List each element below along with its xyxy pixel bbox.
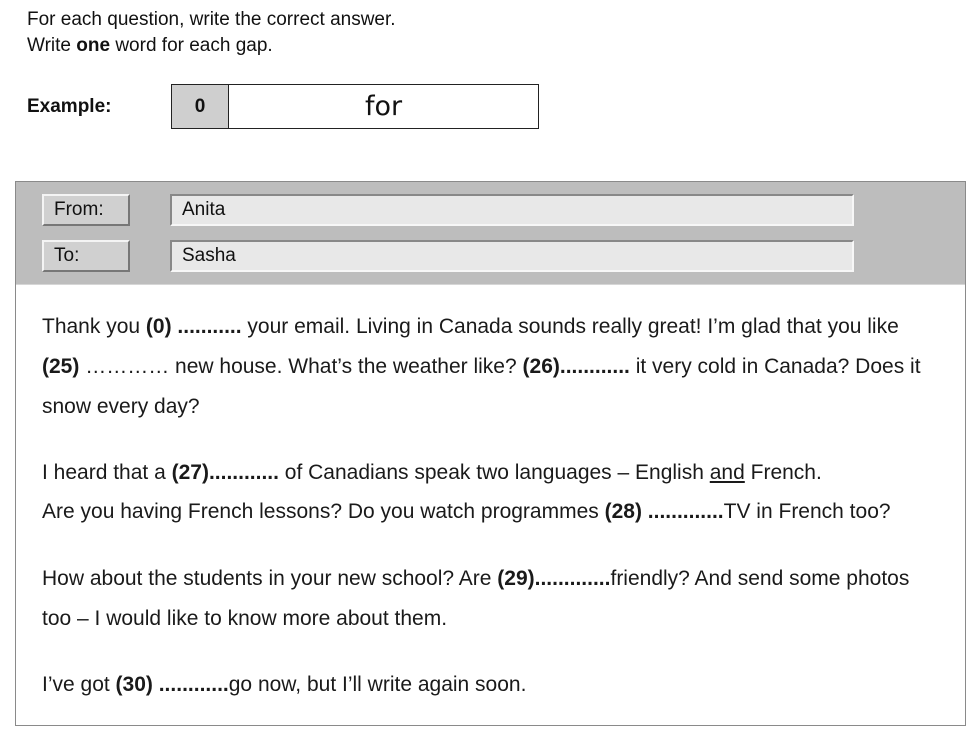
text-line bbox=[42, 461, 822, 485]
text: ………… new house. What’s the weather like? bbox=[79, 355, 523, 378]
instruction-emphasis: one bbox=[76, 35, 111, 56]
gap-25: (25) bbox=[42, 355, 80, 378]
text: too – I would like to know more about them. bbox=[42, 607, 448, 630]
example-number: 0 bbox=[172, 85, 229, 128]
text-line bbox=[42, 673, 526, 697]
email-header bbox=[16, 182, 965, 285]
example-box bbox=[171, 84, 539, 129]
instruction-text: Write bbox=[27, 35, 77, 56]
gap-30: (30) ............ bbox=[115, 673, 229, 696]
text-line bbox=[42, 355, 921, 379]
text: French. bbox=[744, 461, 822, 484]
text: I heard that a bbox=[42, 461, 172, 484]
instruction-line-1: For each question, write the correct answer. bbox=[27, 9, 396, 30]
gap-0: (0) ........... bbox=[145, 315, 242, 338]
gap-26: (26)............ bbox=[522, 355, 630, 378]
text: snow every day? bbox=[42, 395, 200, 418]
gap-27: (27)............ bbox=[171, 461, 279, 484]
text: I’ve got bbox=[42, 673, 116, 696]
text-line bbox=[42, 315, 899, 339]
example-label: Example: bbox=[27, 96, 112, 117]
text: go now, but I’ll write again soon. bbox=[228, 673, 527, 696]
text: friendly? And send some photos bbox=[610, 567, 910, 590]
instruction-text: word for each gap. bbox=[110, 35, 273, 56]
text-line bbox=[42, 567, 909, 591]
to-field: Sasha bbox=[170, 240, 854, 272]
underlined-word: and bbox=[709, 461, 745, 484]
text: TV in French too? bbox=[723, 500, 891, 523]
text-line bbox=[42, 607, 447, 631]
gap-28: (28) ............. bbox=[604, 500, 724, 523]
text: Thank you bbox=[42, 315, 146, 338]
text: your email. Living in Canada sounds really great! I’m glad that you like bbox=[241, 315, 899, 338]
gap-29: (29)............. bbox=[497, 567, 611, 590]
to-label: To: bbox=[42, 240, 130, 272]
example-answer: for bbox=[364, 91, 403, 122]
text: How about the students in your new school? Are bbox=[42, 567, 498, 590]
text: of Canadians speak two languages – English bbox=[278, 461, 710, 484]
text: it very cold in Canada? Does it bbox=[629, 355, 921, 378]
text-line bbox=[42, 500, 891, 524]
text-line bbox=[42, 395, 200, 419]
email-panel bbox=[15, 181, 966, 726]
from-field: Anita bbox=[170, 194, 854, 226]
text: Are you having French lessons? Do you watch programmes bbox=[42, 500, 605, 523]
instruction-line-2 bbox=[27, 35, 273, 57]
from-label: From: bbox=[42, 194, 130, 226]
